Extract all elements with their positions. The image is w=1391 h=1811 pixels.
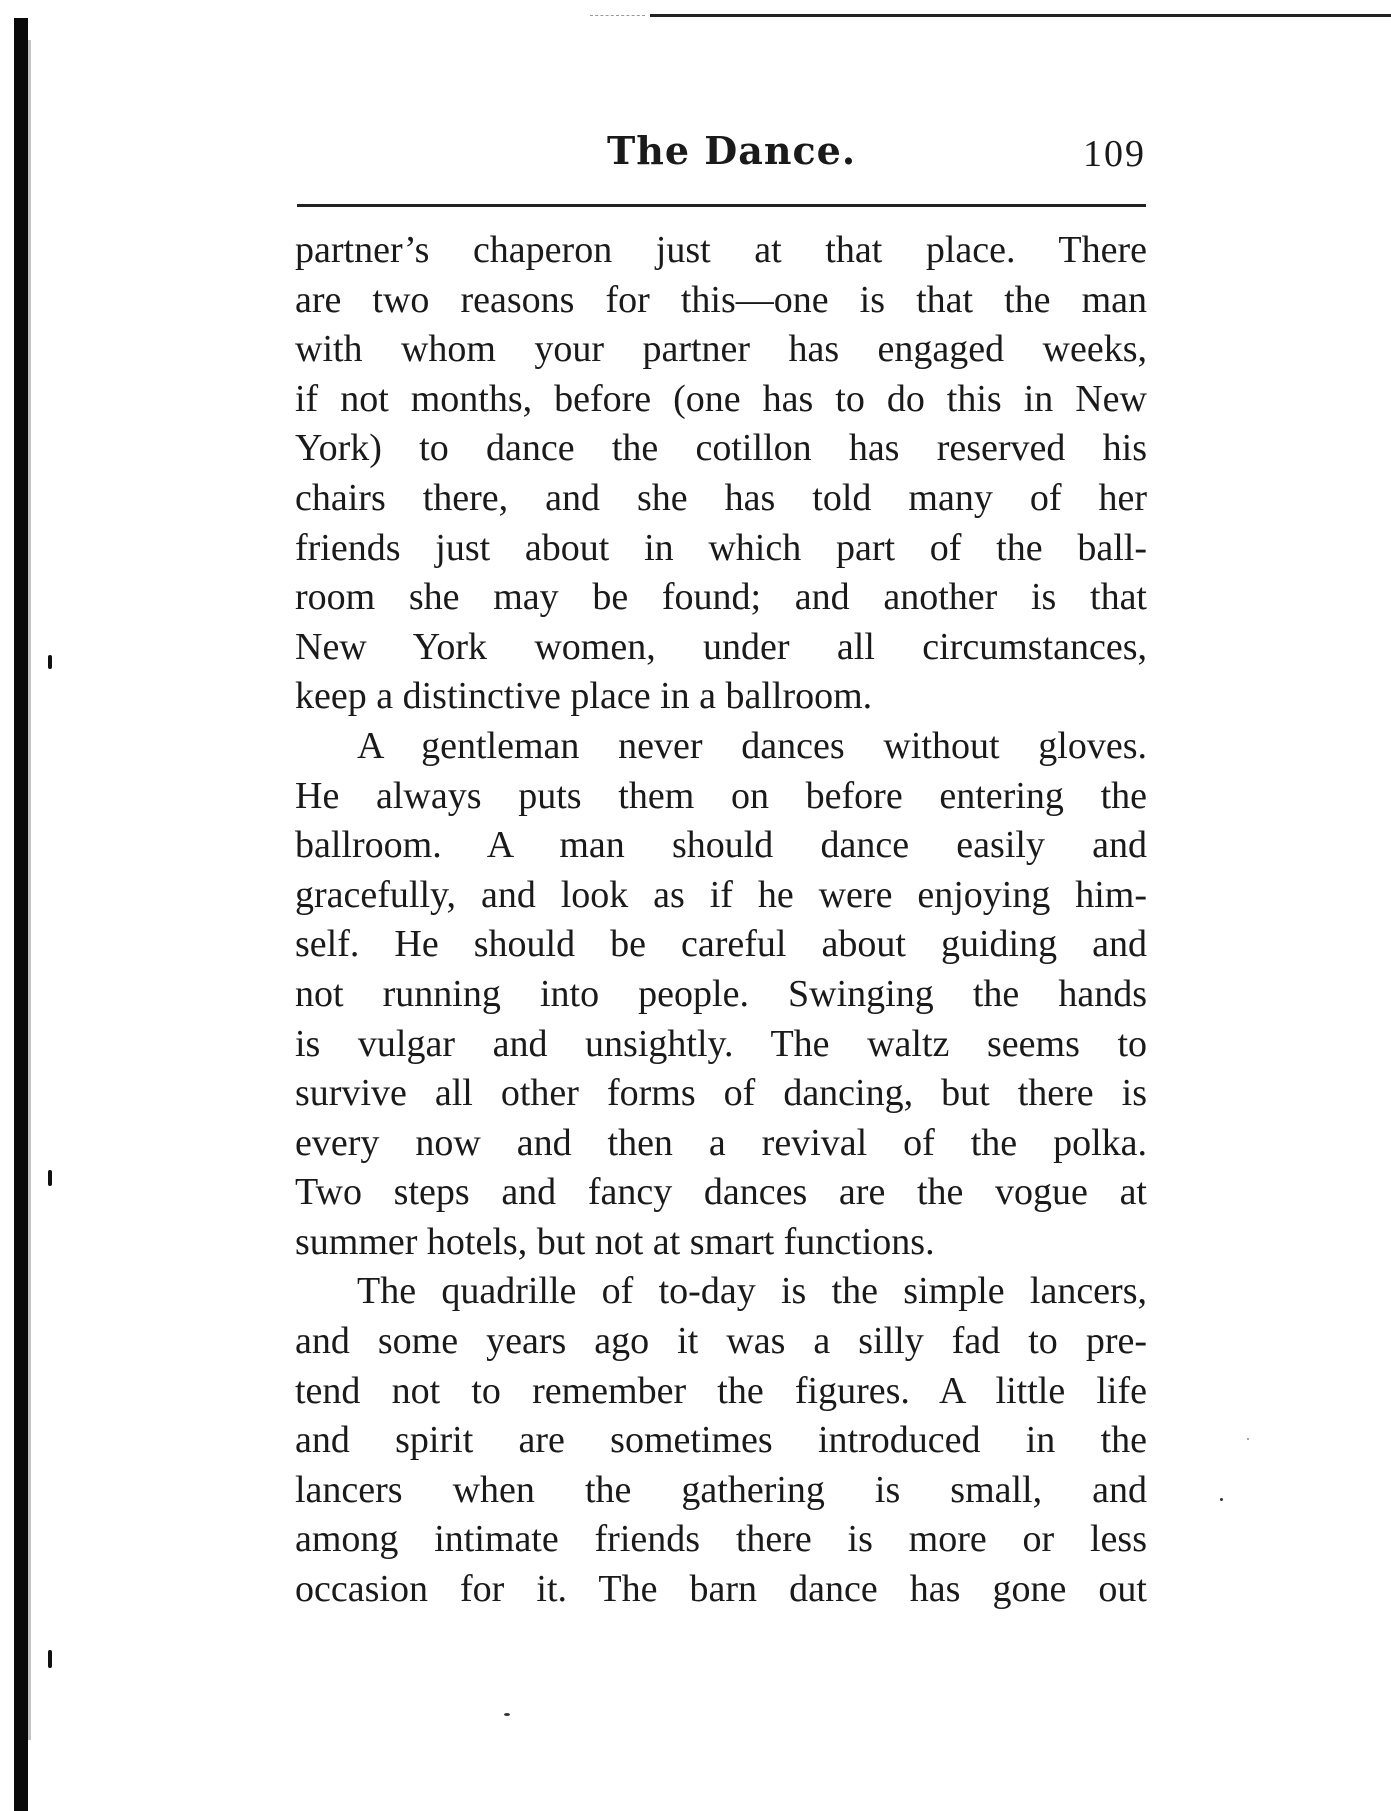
scan-speck (1247, 1438, 1249, 1440)
text-line: room she may be found; and another is that (295, 576, 1147, 619)
text-line: not running into people. Swinging the hands (295, 972, 1147, 1015)
text-line: and some years ago it was a silly fad to pre- (295, 1320, 1147, 1363)
scan-speck (48, 655, 52, 669)
text-line: Two steps and fancy dances are the vogue at (295, 1171, 1147, 1214)
header-rule (297, 204, 1146, 207)
text-line: The quadrille of to-day is the simple lancers, (357, 1270, 1147, 1313)
scan-top-line (650, 14, 1391, 17)
scan-speck (48, 1650, 52, 1668)
text-line: every now and then a revival of the polka. (295, 1121, 1147, 1164)
text-line: and spirit are sometimes introduced in the (295, 1419, 1147, 1462)
text-line: New York women, under all circumstances, (295, 625, 1147, 668)
text-line: friends just about in which part of the ball- (295, 526, 1147, 569)
running-head (297, 128, 1146, 188)
text-line: survive all other forms of dancing, but there is (295, 1072, 1147, 1115)
text-line: are two reasons for this—one is that the man (295, 278, 1147, 321)
running-head-title: The Dance. (607, 128, 857, 173)
text-line: chairs there, and she has told many of her (295, 476, 1147, 519)
text-line: is vulgar and unsightly. The waltz seems to (295, 1022, 1147, 1065)
text-line: lancers when the gathering is small, and (295, 1468, 1147, 1511)
text-line: if not months, before (one has to do this in New (295, 377, 1147, 420)
scan-top-line-faint (590, 15, 645, 17)
scan-speck (504, 1713, 510, 1716)
text-line: summer hotels, but not at smart functions. (295, 1220, 935, 1263)
text-line: among intimate friends there is more or less (295, 1518, 1147, 1561)
scan-speck (48, 1170, 52, 1186)
text-line: He always puts them on before entering the (295, 774, 1147, 817)
body-text (295, 226, 1147, 1615)
scan-left-edge (14, 18, 28, 1811)
scan-left-shadow (28, 40, 31, 1740)
text-line: tend not to remember the figures. A little life (295, 1369, 1147, 1412)
text-line: keep a distinctive place in a ballroom. (295, 675, 873, 718)
text-line: York) to dance the cotillon has reserved his (295, 427, 1147, 470)
text-line: with whom your partner has engaged weeks, (295, 328, 1147, 371)
text-line: self. He should be careful about guiding and (295, 923, 1147, 966)
text-line: occasion for it. The barn dance has gone out (295, 1568, 1147, 1611)
text-line: partner’s chaperon just at that place. There (295, 229, 1147, 271)
scan-speck (1220, 1498, 1223, 1501)
text-line: ballroom. A man should dance easily and (295, 824, 1147, 867)
text-line: gracefully, and look as if he were enjoying him- (295, 873, 1147, 916)
page-number: 109 (1083, 133, 1146, 175)
text-line: A gentleman never dances without gloves. (357, 724, 1147, 767)
